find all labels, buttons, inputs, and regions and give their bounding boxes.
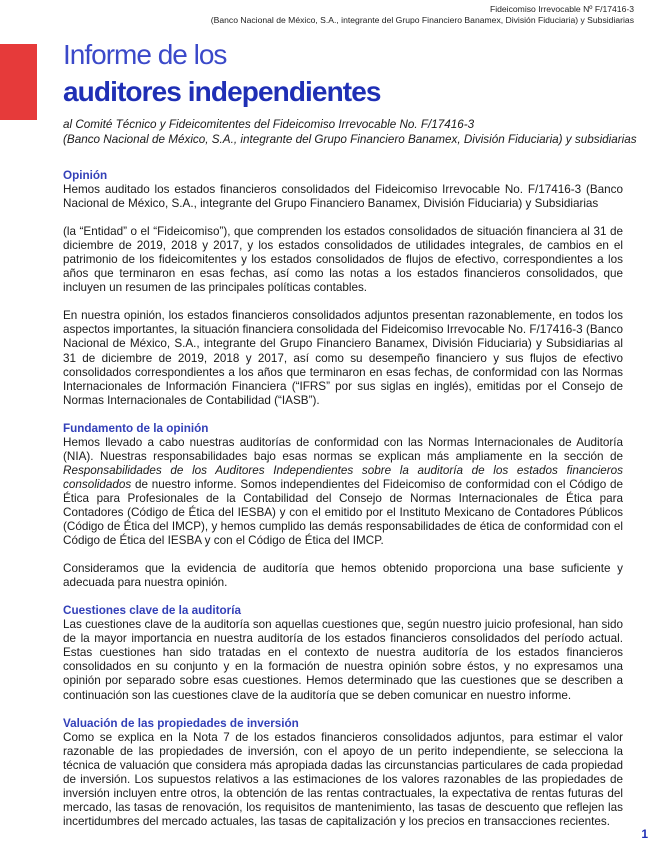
section-heading-valuacion: Valuación de las propiedades de inversión	[63, 716, 299, 730]
fundamento-paragraph-2: Consideramos que la evidencia de auditoría que hemos obtenido proporciona una base suficiente y adecuada para nuestra opinión.	[63, 562, 623, 590]
fundamento-text-b: de nuestro informe. Somos independientes del Fideicomiso de conformidad con el Código de Ética para Profesionales de la Contabilidad del Consejo de Normas Internacionales de Ética para Contadores (Código de Ética del IESBA) y con el emitido por el Instituto Mexicano de Contadores Públicos (Código de Ética del IMCP), y hemos cumplido las demás responsabilidades de ética de conformidad con el Código de Ética del IESBA y con el Código de Ética del IMCP.	[63, 477, 623, 548]
opinion-paragraph-1: Hemos auditado los estados financieros consolidados del Fideicomiso Irrevocable No. F/17416-3 (Banco Nacional de México, S.A., integrante del Grupo Financiero Banamex, División Fiduciaria) y Subsidiarias	[63, 183, 623, 211]
page-title-line-1: Informe de los	[63, 39, 227, 70]
header-line-2: (Banco Nacional de México, S.A., integrante del Grupo Financiero Banamex, División Fiduciaria) y Subsidiarias	[210, 14, 634, 25]
page-title-line-2: auditores independientes	[63, 76, 381, 107]
report-body	[63, 169, 623, 843]
header-line-1: Fideicomiso Irrevocable Nº F/17416-3	[489, 4, 634, 14]
subtitle-line-2: (Banco Nacional de México, S.A., integrante del Grupo Financiero Banamex, División Fiduciaria) y subsidiarias	[63, 132, 637, 146]
section-heading-cuestiones: Cuestiones clave de la auditoría	[63, 604, 241, 618]
section-heading-opinion: Opinión	[63, 169, 108, 182]
fundamento-text-a: Hemos llevado a cabo nuestras auditorías de conformidad con las Normas Internacionales de Auditoría (NIA). Nuestras responsabilidades bajo esas normas se explican más ampliamente en la sección de	[63, 435, 623, 463]
cuestiones-paragraph-1: Las cuestiones clave de la auditoría son aquellas cuestiones que, según nuestro juicio profesional, han sido de la mayor importancia en nuestra auditoría de los estados financieros consolidados del período actual. Estas cuestiones han sido tratadas en el contexto de nuestra auditoría de los estados financieros consolidados en su conjunto y en la formación de nuestra opinión sobre éstos, y no expresamos una opinión por separado sobre esas cuestiones. Hemos determinado que las cuestiones que se describen a continuación son las cuestiones clave de la auditoría que se deben comunicar en nuestro informe.	[63, 618, 623, 702]
accent-red-block	[0, 44, 37, 120]
subtitle-line-1: al Comité Técnico y Fideicomitentes del Fideicomiso Irrevocable No. F/17416-3	[63, 118, 475, 131]
page-number: 1	[641, 827, 648, 841]
section-heading-fundamento: Fundamento de la opinión	[63, 421, 209, 435]
opinion-paragraph-3: En nuestra opinión, los estados financieros consolidados adjuntos presentan razonablemente, en todos los aspectos importantes, la situación financiera consolidada del Fideicomiso Irrevocable No. F/17416-3 (Banco Nacional de México, S.A., integrante del Grupo Financiero Banamex, División Fiduciaria) y Subsidiarias al 31 de diciembre de 2019, 2018 y 2017, así como su desempeño financiero y sus flujos de efectivo consolidados correspondientes a los años que terminaron en esas fechas, de conformidad con las Normas Internacionales de Información Financiera (“IFRS” por sus siglas en inglés), emitidas por el Consejo de Normas Internacionales de Contabilidad (“IASB”).	[63, 309, 623, 407]
opinion-paragraph-2: (la “Entidad” o el “Fideicomiso”), que comprenden los estados consolidados de situación financiera al 31 de diciembre de 2019, 2018 y 2017, y los estados consolidados de utilidades integrales, de cambios en el patrimonio de los fideicomitentes y los estados consolidados de flujos de efectivo, correspondientes a los años que terminaron en esas fechas, así como las notas a los estados financieros consolidados, que incluyen un resumen de las principales políticas contables.	[63, 225, 623, 295]
fundamento-text-italic: Responsabilidades de los Auditores Independientes sobre la auditoría de los estados financieros consolidados	[63, 463, 623, 491]
addressee-subtitle	[63, 118, 637, 147]
fundamento-paragraph-1	[63, 436, 623, 548]
running-header	[211, 4, 634, 25]
valuacion-paragraph-1: Como se explica en la Nota 7 de los estados financieros consolidados adjuntos, para estimar el valor razonable de las propiedades de inversión, con el apoyo de un perito independiente, se selecciona la técnica de valuación que considera más apropiada dadas las circunstancias particulares de cada propiedad de inversión. Los supuestos relativos a las estimaciones de los valores razonables de las propiedades de inversión incluyen entre otros, la obtención de las rentas contractuales, la expectativa de rentas futuras del mercado, las tasas de renovación, los requisitos de mantenimiento, las tasas de descuento que reflejen las incertidumbres del mercado actuales, las tasas de capitalización y los precios en transacciones recientes.	[63, 730, 623, 828]
